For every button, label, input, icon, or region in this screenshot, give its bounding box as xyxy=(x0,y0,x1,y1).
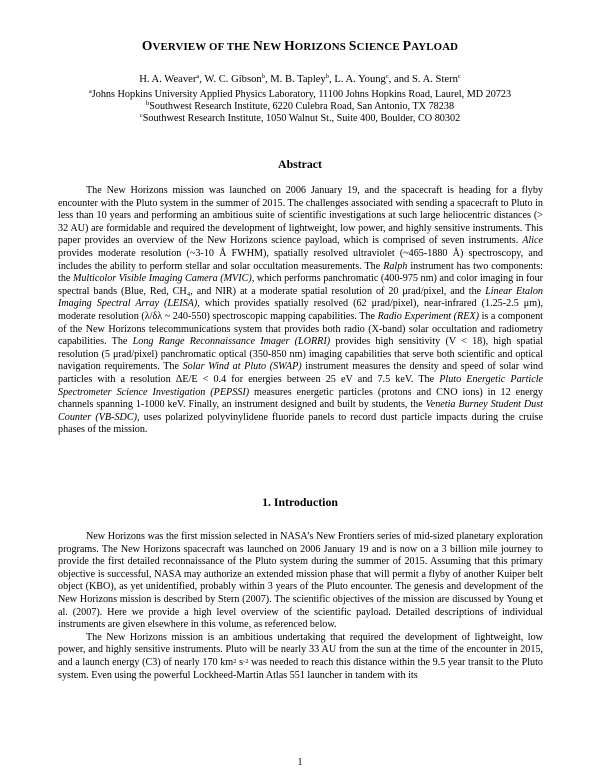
author-name: L. A. Young xyxy=(334,74,386,85)
title-smallcaps: CIENCE xyxy=(356,41,403,53)
abstract-text: instrument measures the density and speed of solar wind particles with a resolution ΔE/E < 0.4 for energies between 25 eV and 7.5 keV. The xyxy=(58,361,544,385)
abstract-italic-term: Ralph xyxy=(383,260,408,272)
title-capital: O xyxy=(141,38,153,53)
intro-paragraph-2 xyxy=(58,632,543,682)
author-separator: , xyxy=(264,74,271,85)
affiliation-a xyxy=(0,89,600,100)
abstract-text: which provides spatially resolved (62 μrad/pixel), near-infrared (1.25-2.5 μm), moderate resolution (λ/δλ ~ 240-550) spectroscopic mapping capabilities. The xyxy=(58,298,543,322)
abstract-text: The New Horizons mission was launched on 2006 January 19, and the spacecraft is heading for a flyby encounter with the Pluto system in the summer of 2015. The challenges associated with sending a spacecraft to Pluto in less than 10 years and performing an ambitious suite of scientific investigations at such large heliocentric distances (> 32 AU) are formidable and required the development of lightweight, low power, and highly sensitive instruments. This paper provides an overview of the New Horizons science payload, which is comprised of seven instruments. xyxy=(58,185,543,247)
affiliation-marker: b xyxy=(145,100,150,107)
title-smallcaps: ORIZONS xyxy=(294,41,349,53)
abstract-body xyxy=(58,185,543,437)
abstract-text: is a component of the New Horizons telecommunications system that provides both radio (X-band) solar occultation and radiometry capabilities. The xyxy=(58,310,543,348)
section-heading-introduction: 1. Introduction xyxy=(262,495,338,509)
affiliation-text: Southwest Research Institute, 1050 Walnut St., Suite 400, Boulder, CO 80302 xyxy=(142,113,461,124)
intro-paragraph-1: New Horizons was the first mission selected in NASA’s New Frontiers series of mid-sized planetary exploration programs. The New Horizons spacecraft was launched on 2006 January 19 and is now on a 3 billion mile journey to provide the first detailed reconnaissance of the Pluto system during the summer of 2015. Assuming that this primary objective is successful, NASA may authorize an extended mission phase that will permit a flyby of another Kuiper belt object (KBO), as yet unidentified, probably within 3 years of the Pluto encounter. The genesis and development of the New Horizons mission is described by Stern (2007). The scientific objectives of the mission are discussed by Young et al. (2007). Here we provide a high level overview of the scientific payload. Detailed descriptions of individual instruments are given elsewhere in this volume, as referenced below. xyxy=(58,531,543,631)
author-affiliation-marker: b xyxy=(261,73,265,80)
affiliation-text: Johns Hopkins University Applied Physics Laboratory, 11100 Johns Hopkins Road, Laurel, MD 20723 xyxy=(91,89,512,100)
abstract-text: uses polarized polyvinylidene fluoride panels to record dust particle impacts during the cruise phases of the mission. xyxy=(58,411,543,436)
author-separator: , xyxy=(199,74,205,85)
abstract-italic-term: Long Range Reconnaissance Imager (LORRI) xyxy=(132,336,331,348)
abstract-italic-term: Alice xyxy=(522,235,543,247)
page-number: 1 xyxy=(297,757,303,768)
affiliation-marker: a xyxy=(88,88,92,95)
superscript: 2 xyxy=(233,657,237,665)
title-smallcaps: VERVIEW OF THE xyxy=(152,41,254,53)
title-smallcaps: EW xyxy=(262,41,285,53)
abstract-heading: Abstract xyxy=(278,157,322,171)
abstract-italic-term: Pluto Energetic Particle Spectrometer Science Investigation (PEPSSI) xyxy=(58,373,543,398)
abstract-text: provides moderate resolution (~3-10 Å FWHM), spatially resolved ultraviolet (~465-1880 Å) spectroscopy, and includes the ability to perform stellar and solar occultation measurements. The xyxy=(58,247,543,272)
author-separator: , and xyxy=(388,74,412,85)
abstract-italic-term: Linear Etalon Imaging Spectral Array (LEISA), xyxy=(58,285,543,310)
author-affiliation-marker: c xyxy=(385,73,389,80)
affiliation-c xyxy=(0,113,600,124)
paper-title xyxy=(0,38,600,54)
author-affiliation-marker: a xyxy=(196,73,200,80)
title-smallcaps: AYLOAD xyxy=(411,41,459,53)
author-separator: , xyxy=(329,74,335,85)
title-capital: P xyxy=(402,38,412,53)
author-affiliation-marker: b xyxy=(325,73,330,80)
abstract-text: instrument has two components: the xyxy=(58,260,543,285)
abstract-text: provides high sensitivity (V < 18), high spatial resolution (5 μrad/pixel) panchromatic optical (350-850 nm) imaging capabilities that serve both scientific and optical navigation requirements. The xyxy=(58,336,543,373)
abstract-italic-term: Solar Wind at Pluto (SWAP) xyxy=(182,361,302,373)
author-name: H. A. Weaver xyxy=(139,74,197,85)
introduction-body xyxy=(58,531,543,682)
author-affiliation-marker: c xyxy=(457,73,461,80)
affiliation-marker: c xyxy=(139,112,143,119)
superscript: -2 xyxy=(243,657,249,665)
intro-p2-part-b: s xyxy=(236,656,244,668)
intro-p2-part-a: The New Horizons mission is an ambitious undertaking that required the development of lightweight, low power, and highly sensitive instruments. Pluto will be nearly 33 AU from the sun at the time of the encounter in 2015, and a launch energy (C3) of nearly 170 km xyxy=(58,631,543,668)
abstract-italic-term: Radio Experiment (REX) xyxy=(377,310,479,322)
title-capital: H xyxy=(284,38,295,53)
abstract-italic-term: Multicolor Visible Imaging Camera (MVIC), xyxy=(72,273,255,285)
author-name: M. B. Tapley xyxy=(270,74,326,85)
abstract-paragraph xyxy=(58,185,543,437)
intro-p2-part-c: was needed to reach this distance within the 9.5 year transit to the Pluto system. Even using the powerful Lockheed-Martin Atlas 551 launcher in tandem with its xyxy=(58,656,543,681)
author-name: W. C. Gibson xyxy=(204,74,262,85)
abstract-italic-term: Venetia Burney Student Dust Counter (VB-SDC), xyxy=(58,399,543,423)
title-capital: S xyxy=(348,38,357,53)
affiliation-b xyxy=(0,101,600,112)
affiliation-text: Southwest Research Institute, 6220 Culebra Road, San Antonio, TX 78238 xyxy=(149,101,455,112)
author-list xyxy=(0,74,600,85)
abstract-text: which performs panchromatic (400-975 nm) and color imaging in four spectral bands (Blue, Red, CH₄, and NIR) at a moderate spatial resolution of 20 μrad/pixel, and the xyxy=(58,273,544,297)
title-capital: N xyxy=(253,38,263,53)
abstract-text: measures energetic particles (protons and CNO ions) in 12 energy channels spanning 1-1000 keV. Finally, an instrument designed and built by students, the xyxy=(58,386,543,411)
author-name: S. A. Stern xyxy=(412,74,458,85)
